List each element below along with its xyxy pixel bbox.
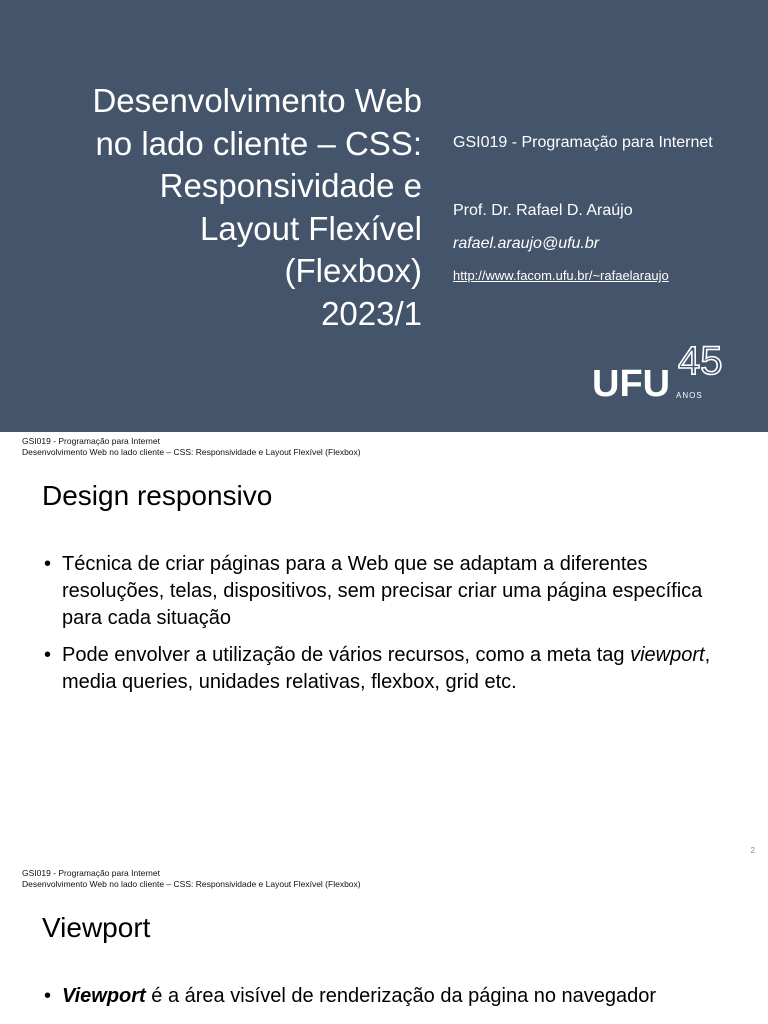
bullet-text: Técnica de criar páginas para a Web que se adaptam a diferentes resoluções, telas, dispositivos, sem precisar criar uma página específica para cada situação	[62, 553, 703, 629]
bullet-text: , media queries, unidades relativas, flexbox, grid etc.	[62, 644, 711, 693]
bullet-list	[44, 983, 744, 1020]
bullet-item	[44, 642, 734, 696]
header-course: GSI019 - Programação para Internet	[22, 868, 160, 878]
bullet-list	[44, 551, 734, 706]
slide-title: Viewport	[42, 912, 151, 943]
course-name: GSI019 - Programação para Internet	[453, 134, 713, 151]
bullet-item	[44, 983, 744, 1010]
bullet-marker: •	[44, 644, 52, 666]
logo-45-text: 45	[678, 340, 723, 383]
slide-header	[22, 868, 361, 890]
professor-name: Prof. Dr. Rafael D. Araújo	[453, 202, 633, 219]
bullet-marker: •	[44, 553, 52, 575]
presentation-title	[22, 80, 422, 335]
title-line: 2023/1	[321, 294, 422, 332]
logo-anos-text: ANOS	[676, 391, 703, 400]
title-line: Desenvolvimento Web	[92, 82, 422, 119]
ufu-45-anos-logo	[590, 340, 740, 416]
title-slide	[0, 0, 768, 432]
page-number: 2	[750, 846, 755, 855]
design-responsivo-slide	[0, 432, 768, 864]
bullet-emphasis: Viewport	[62, 985, 146, 1007]
title-line: no lado cliente – CSS:	[95, 124, 422, 162]
title-line: Responsividade e	[159, 167, 422, 204]
header-topic: Desenvolvimento Web no lado cliente – CSS: Responsividade e Layout Flexível (Flexbox)	[22, 447, 361, 457]
logo-ufu-text: UFU	[592, 363, 671, 405]
slide-header	[22, 436, 361, 458]
professor-url-link[interactable]: http://www.facom.ufu.br/~rafaelaraujo	[453, 268, 669, 283]
professor-email: rafael.araujo@ufu.br	[453, 235, 600, 252]
title-line: (Flexbox)	[284, 252, 422, 289]
bullet-item	[44, 551, 734, 632]
header-course: GSI019 - Programação para Internet	[22, 436, 160, 446]
bullet-emphasis: viewport	[630, 644, 705, 666]
title-line: Layout Flexível	[200, 209, 422, 247]
viewport-slide	[0, 864, 768, 1024]
header-topic: Desenvolvimento Web no lado cliente – CSS: Responsividade e Layout Flexível (Flexbox)	[22, 879, 361, 889]
bullet-marker: •	[44, 985, 52, 1007]
slide-title: Design responsivo	[42, 480, 273, 511]
bullet-text: é a área visível de renderização da página no navegador	[145, 985, 657, 1007]
bullet-text: Pode envolver a utilização de vários recursos, como a meta tag	[62, 644, 631, 666]
